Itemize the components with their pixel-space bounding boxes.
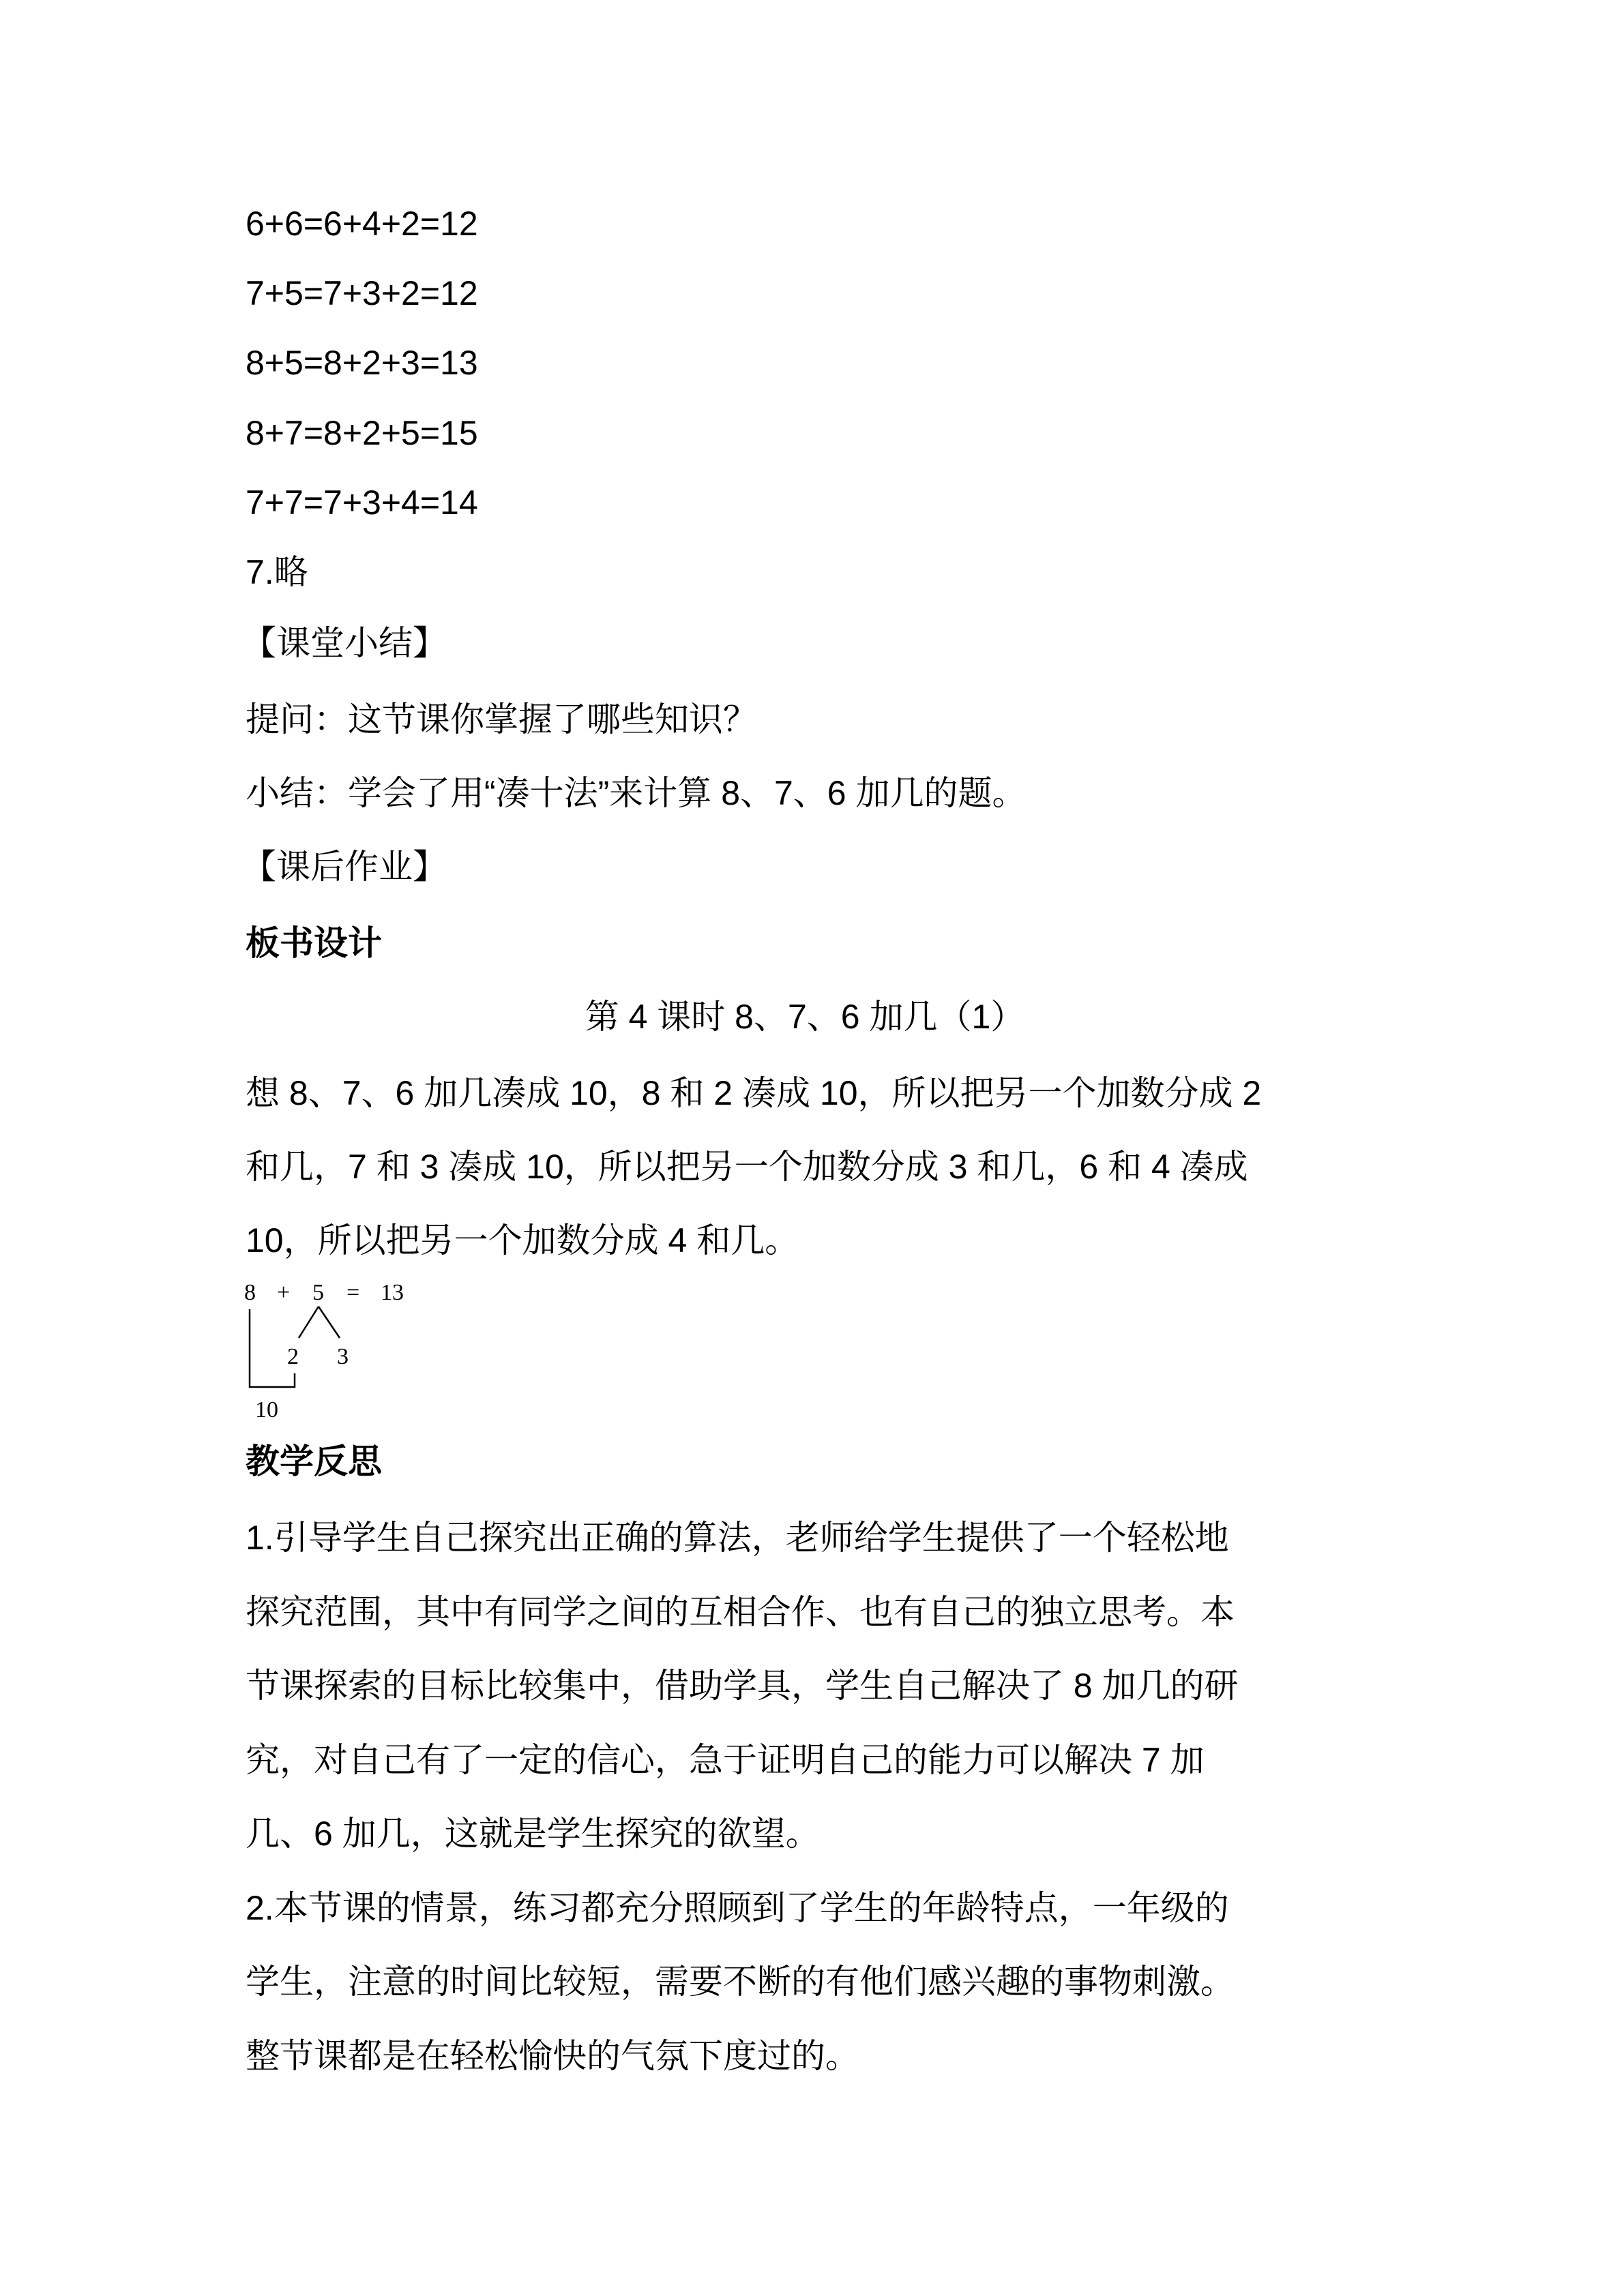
board-line: 和几，7 和 3 凑成 10，所以把另一个加数分成 3 和几，6 和 4 凑成 bbox=[246, 1148, 1248, 1186]
sum-result: 13 bbox=[381, 1280, 404, 1305]
split-line-left bbox=[299, 1307, 319, 1338]
reflection-p1-line: 究，对自己有了一定的信心，急于证明自己的能力可以解决 7 加 bbox=[246, 1741, 1205, 1779]
equation-line: 7+5=7+3+2=12 bbox=[246, 274, 478, 312]
board-line: 想 8、7、6 加几凑成 10，8 和 2 凑成 10，所以把另一个加数分成 2 bbox=[246, 1074, 1262, 1112]
reflection-p2-line: 整节课都是在轻松愉快的气氛下度过的。 bbox=[246, 2037, 859, 2075]
split-line-right bbox=[319, 1307, 340, 1338]
reflection-p2-line: 2.本节课的情景，练习都充分照顾到了学生的年龄特点，一年级的 bbox=[246, 1889, 1229, 1927]
summary-question: 提问：这节课你掌握了哪些知识？ bbox=[246, 700, 757, 739]
summary-heading: 【课堂小结】 bbox=[242, 624, 447, 662]
equation-line: 8+5=8+2+3=13 bbox=[246, 344, 478, 382]
make-ten-diagram bbox=[239, 1277, 443, 1427]
ten-value: 10 bbox=[255, 1397, 278, 1422]
equation-line: 7+7=7+3+4=14 bbox=[246, 483, 478, 522]
equation-line: 6+6=6+4+2=12 bbox=[246, 205, 478, 243]
homework-heading: 【课后作业】 bbox=[242, 848, 447, 886]
board-subtitle: 第 4 课时 8、7、6 加几（1） bbox=[585, 998, 1025, 1036]
equation-line: 8+7=8+2+5=15 bbox=[246, 414, 478, 452]
reflection-p1-line: 几、6 加几，这就是学生探究的欲望。 bbox=[246, 1815, 820, 1853]
summary-conclusion: 小结：学会了用“凑十法”来计算 8、7、6 加几的题。 bbox=[246, 774, 1027, 812]
reflection-p2-line: 学生，注意的时间比较短，需要不断的有他们感兴趣的事物刺激。 bbox=[246, 1963, 1235, 2001]
reflection-p1-line: 节课探索的目标比较集中，借助学具，学生自己解决了 8 加几的研 bbox=[246, 1667, 1239, 1705]
reflection-p1-line: 1.引导学生自己探究出正确的算法，老师给学生提供了一个轻松地 bbox=[246, 1519, 1229, 1557]
item-7: 7.略 bbox=[246, 553, 308, 591]
board-line: 10，所以把另一个加数分成 4 和几。 bbox=[246, 1221, 799, 1259]
board-heading: 板书设计 bbox=[246, 924, 382, 962]
equals-sign: = bbox=[346, 1280, 360, 1305]
plus-sign: + bbox=[277, 1280, 291, 1305]
addend-b: 5 bbox=[312, 1280, 324, 1305]
reflection-p1-line: 探究范围，其中有同学之间的互相合作、也有自己的独立思考。本 bbox=[246, 1593, 1235, 1631]
reflection-heading: 教学反思 bbox=[246, 1442, 382, 1480]
split-right-value: 3 bbox=[337, 1344, 349, 1369]
split-left-value: 2 bbox=[287, 1344, 299, 1369]
addend-a: 8 bbox=[244, 1280, 256, 1305]
